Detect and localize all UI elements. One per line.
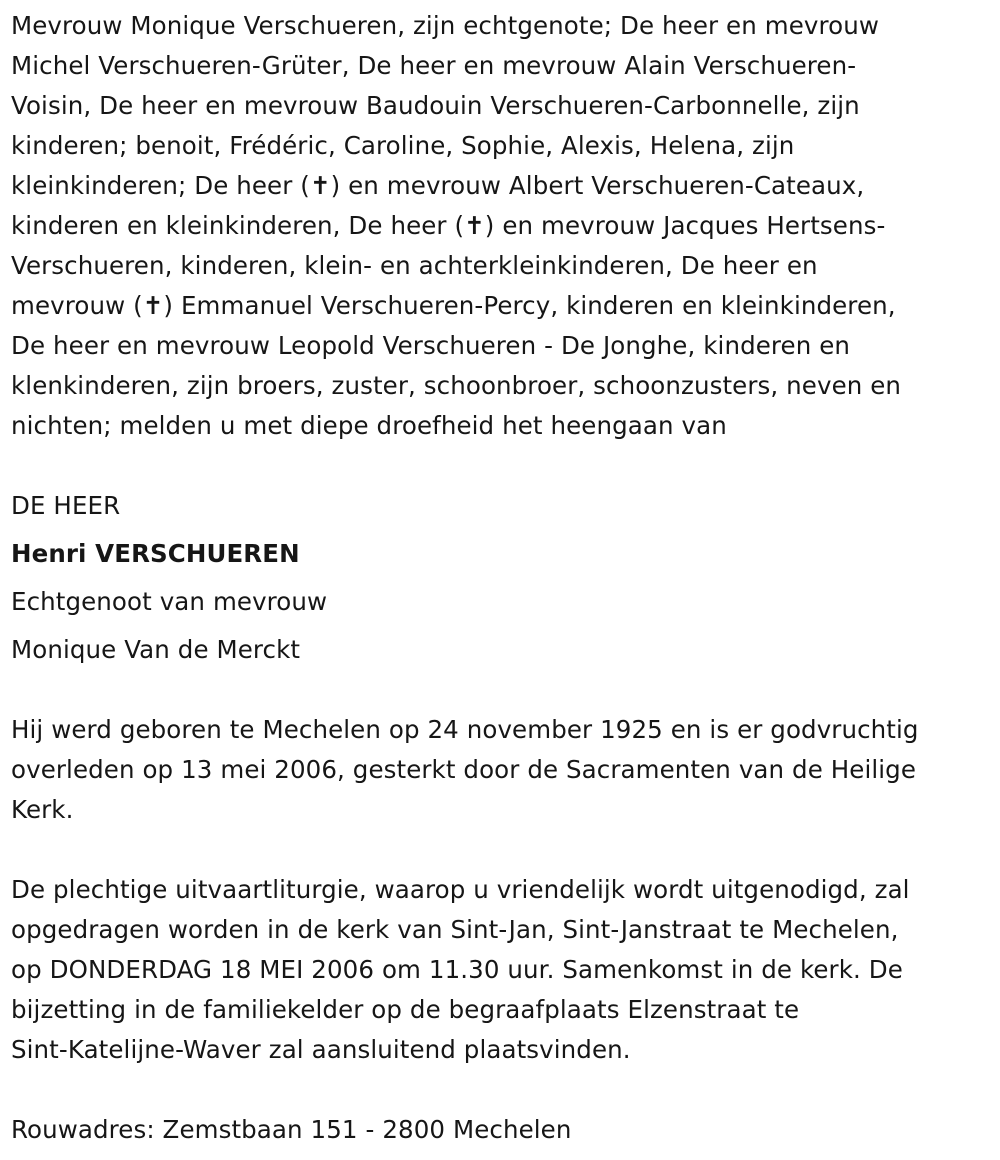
- birth-death-paragraph: Hij werd geboren te Mechelen op 24 november 1925 en is er godvruchtig overleden op 13 mei 2006, gesterkt door de Sacramenten van de Heilige Kerk.: [11, 715, 919, 824]
- funeral-paragraph: De plechtige uitvaartliturgie, waarop u vriendelijk wordt uitgenodigd, zal opgedragen worden in de kerk van Sint-Jan, Sint-Janstraat te Mechelen, op DONDERDAG 18 MEI 2006 om 11.30 uur. Samenkomst in de kerk. De bijzetting in de familiekelder op de begraafplaats Elzenstraat te Sint-Katelijne-Waver zal aansluitend plaatsvinden.: [11, 875, 910, 1064]
- family-announcement-paragraph: Mevrouw Monique Verschueren, zijn echtgenote; De heer en mevrouw Michel Verschueren-Grüter, De heer en mevrouw Alain Verschueren- Voisin, De heer en mevrouw Baudouin Verschueren-Carbonnelle, zijn kinderen; benoit, Frédéric, Caroline, Sophie, Alexis, Helena, zijn kleinkinderen; De heer (✝) en mevrouw Albert Verschueren-Cateaux, kinderen en kleinkinderen, De heer (✝) en mevrouw Jacques Hertsens- Verschueren, kinderen, klein- en achterkleinkinderen, De heer en mevrouw (✝) Emmanuel Verschueren-Percy, kinderen en kleinkinderen, De heer en mevrouw Leopold Verschueren - De Jonghe, kinderen en klenkinderen, zijn broers, zuster, schoonbroer, schoonzusters, neven en nichten; melden u met diepe droefheid het heengaan van: [11, 11, 902, 440]
- honorific-title: DE HEER: [11, 491, 121, 520]
- deceased-name: Henri VERSCHUEREN: [11, 539, 300, 568]
- spouse-line-1: Echtgenoot van mevrouw: [11, 587, 328, 616]
- spouse-line-2: Monique Van de Merckt: [11, 635, 301, 664]
- mourning-address: Rouwadres: Zemstbaan 151 - 2800 Mechelen: [11, 1115, 572, 1144]
